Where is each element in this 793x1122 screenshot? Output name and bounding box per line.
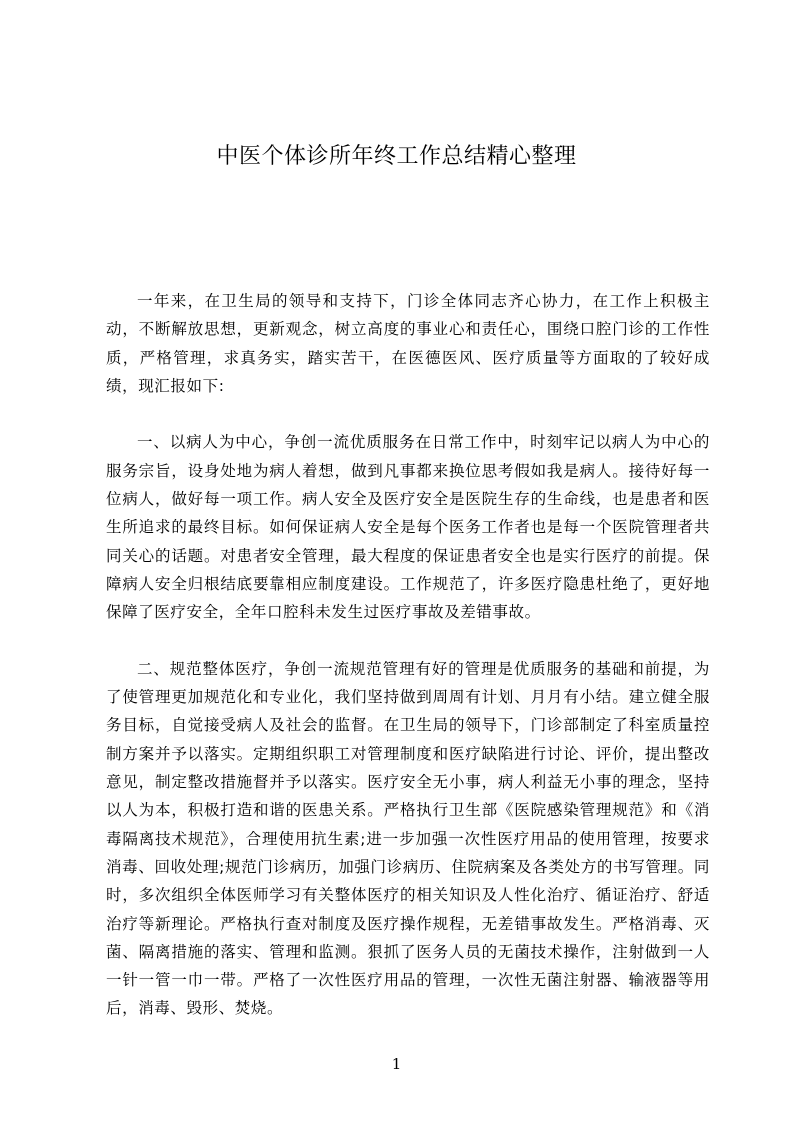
- paragraph-intro: 一年来，在卫生局的领导和支持下，门诊全体同志齐心协力，在工作上积极主动，不断解放思想，更新观念，树立高度的事业心和责任心，围绕口腔门诊的工作性质，严格管理，求真务实，踏实苦干，在医德医风、医疗质量等方面取的了较好成绩，现汇报如下:: [106, 292, 710, 395]
- paragraph-section-two: 二、规范整体医疗，争创一流规范管理有好的管理是优质服务的基础和前提，为了使管理更加规范化和专业化，我们坚持做到周周有计划、月月有小结。建立健全服务目标，自觉接受病人及社会的监督。在卫生局的领导下，门诊部制定了科室质量控制方案并予以落实。定期组织职工对管理制度和医疗缺陷进行讨论、评价，提出整改意见，制定整改措施督并予以落实。医疗安全无小事，病人利益无小事的理念，坚持以人为本，积极打造和谐的医患关系。严格执行卫生部《医院感染管理规范》和《消毒隔离技术规范》，合理使用抗生素;进一步加强一次性医疗用品的使用管理，按要求消毒、回收处理;规范门诊病历，加强门诊病历、住院病案及各类处方的书写管理。同时，多次组织全体医师学习有关整体医疗的相关知识及人性化治疗、循证治疗、舒适治疗等新理论。严格执行查对制度及医疗操作规程，无差错事故发生。严格消毒、灭菌、隔离措施的落实、管理和监测。狠抓了医务人员的无菌技术操作，注射做到一人一针一管一巾一带。严格了一次性医疗用品的管理，一次性无菌注射器、输液器等用后，消毒、毁形、焚烧。: [106, 659, 710, 1018]
- document-title: 中医个体诊所年终工作总结精心整理: [216, 144, 577, 169]
- paragraph-section-one: 一、以病人为中心，争创一流优质服务在日常工作中，时刻牢记以病人为中心的服务宗旨，设身处地为病人着想，做到凡事都来换位思考假如我是病人。接待好每一位病人，做好每一项工作。病人安全及医疗安全是医院生存的生命线，也是患者和医生所追求的最终目标。如何保证病人安全是每个医务工作者也是每一个医院管理者共同关心的话题。对患者安全管理，最大程度的保证患者安全也是实行医疗的前提。保障病人安全归根结底要靠相应制度建设。工作规范了，许多医疗隐患杜绝了，更好地保障了医疗安全，全年口腔科未发生过医疗事故及差错事故。: [106, 433, 710, 622]
- document-body: [106, 287, 710, 1051]
- page-number: 1: [391, 1055, 402, 1073]
